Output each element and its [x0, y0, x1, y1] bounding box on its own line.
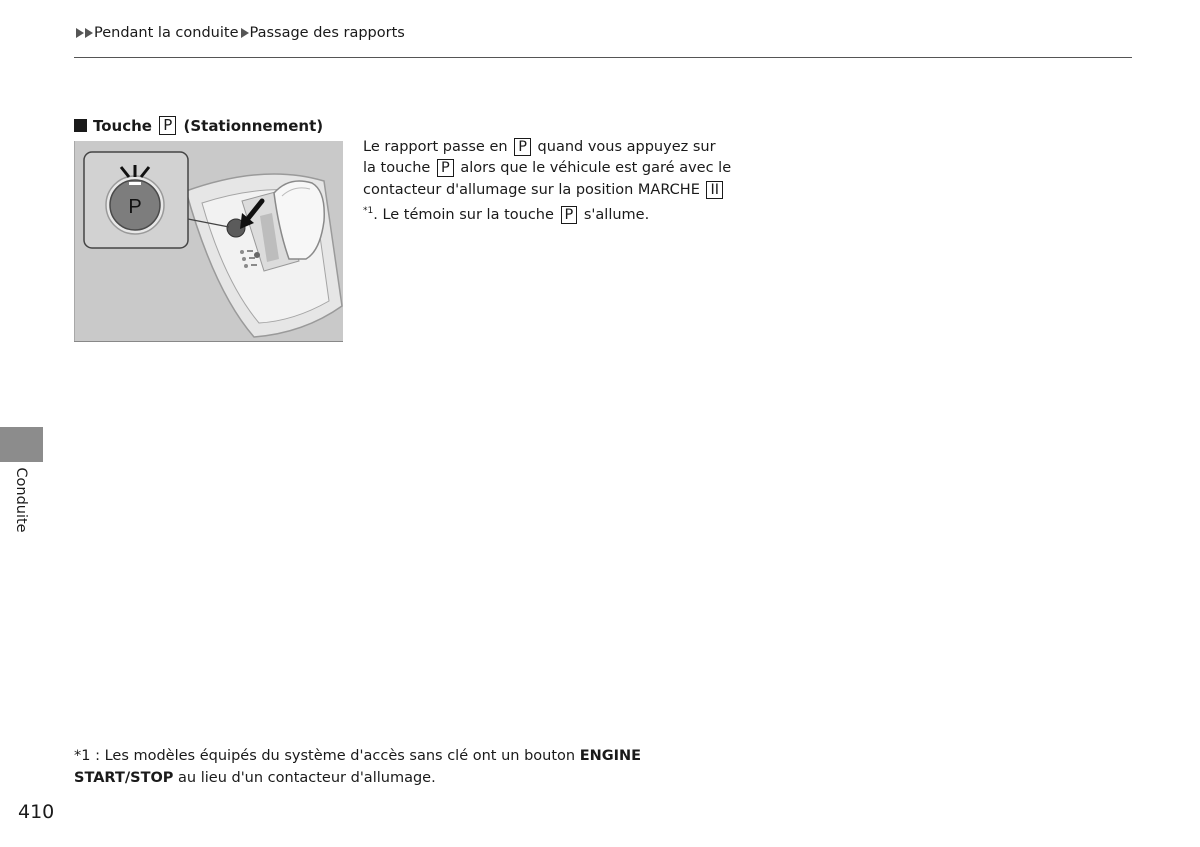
- page-number: 410: [18, 801, 55, 823]
- text-segment: s'allume.: [583, 206, 650, 223]
- breadcrumb-item-shifting[interactable]: Passage des rapports: [249, 25, 405, 41]
- description-paragraph: [363, 137, 733, 226]
- arrow-right-icon: [76, 28, 84, 38]
- section-title-prefix: Touche: [93, 116, 152, 135]
- footnote-text: au lieu d'un contacteur d'allumage.: [178, 769, 436, 786]
- footnote-ref: *1: [363, 205, 374, 216]
- chapter-tab[interactable]: [0, 427, 43, 462]
- key-label-p: P: [437, 159, 454, 177]
- text-segment: . Le témoin sur la touche: [373, 206, 554, 223]
- footnote: [74, 746, 724, 789]
- key-label-p: P: [159, 116, 176, 135]
- key-label-p: P: [514, 138, 531, 156]
- section-title-suffix: (Stationnement): [183, 116, 324, 135]
- text-segment: quand vous appuyez sur la touche: [363, 139, 716, 177]
- arrow-right-icon: [85, 28, 93, 38]
- arrow-right-icon: [241, 28, 249, 38]
- footnote-bold-text: ENGINE START/STOP: [74, 748, 642, 786]
- text-segment: Le rapport passe en: [363, 139, 508, 155]
- shift-lever-illustration: [74, 141, 343, 342]
- breadcrumb: [76, 25, 405, 41]
- breadcrumb-item-driving[interactable]: Pendant la conduite: [94, 25, 239, 41]
- chapter-tab-label: Conduite: [13, 467, 29, 533]
- shift-lever-drawing: [74, 141, 343, 342]
- key-label-p: P: [561, 206, 578, 224]
- header-divider: [74, 57, 1132, 58]
- section-title: [74, 116, 323, 135]
- square-bullet-icon: [74, 119, 87, 132]
- footnote-text: *1 : Les modèles équipés du système d'accès sans clé ont un bouton: [74, 748, 576, 764]
- button-letter: P: [128, 196, 142, 218]
- key-label-ii: II: [706, 181, 723, 199]
- text-segment: alors que le véhicule est garé avec le contacteur d'allumage sur la position MARCHE: [363, 160, 732, 198]
